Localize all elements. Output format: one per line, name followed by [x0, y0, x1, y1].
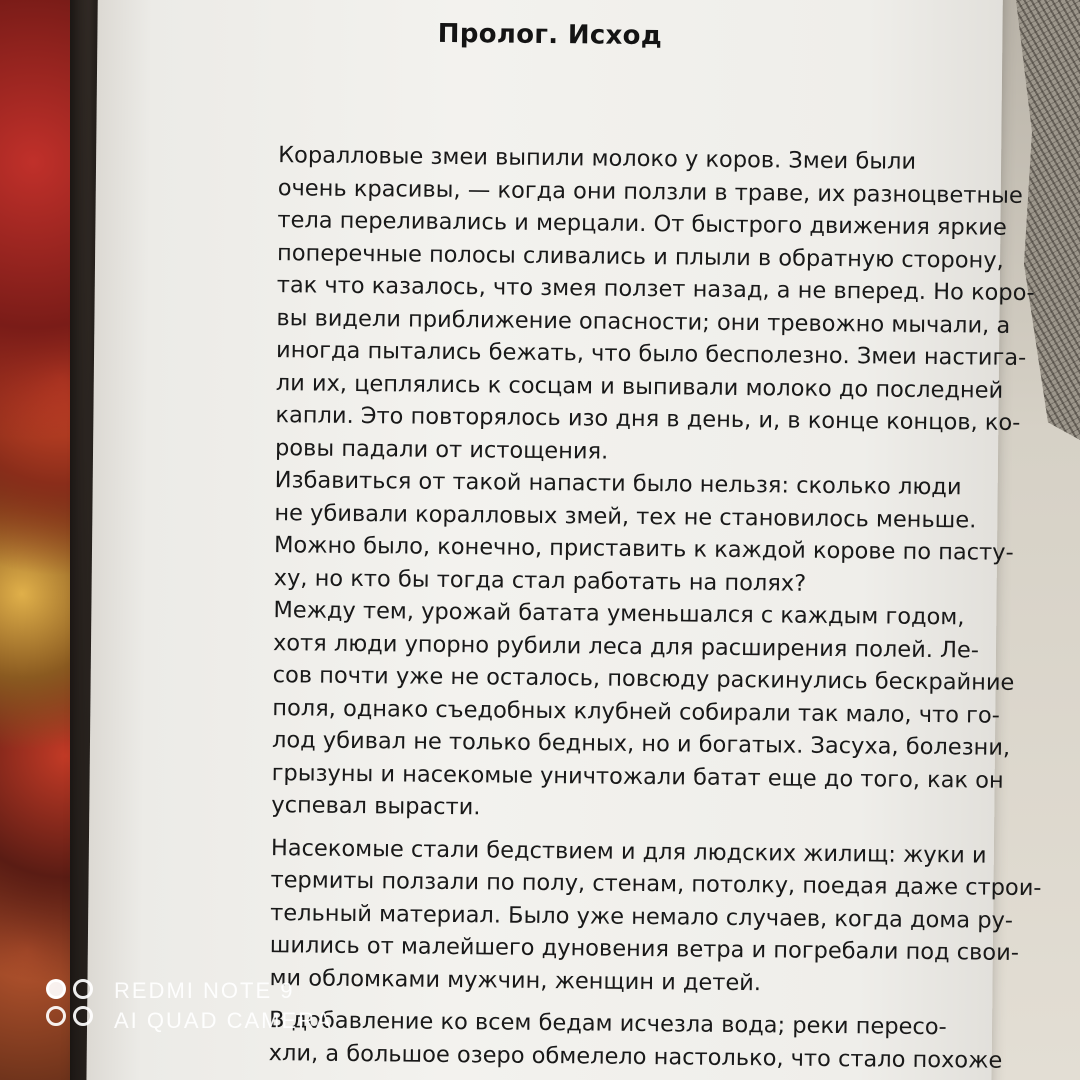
- camera-brand-icon: [46, 979, 100, 1033]
- text-line: ху, но кто бы тогда стал работать на полях?: [273, 564, 807, 597]
- text-line: хотя люди упорно рубили леса для расширения полей. Ле-: [272, 629, 980, 664]
- paragraph-4: [219, 831, 1042, 1001]
- text-line: капли. Это повторялось изо дня в день, и, в конце концов, ко-: [275, 402, 1021, 436]
- text-line: поперечные полосы сливались и плыли в обратную сторону,: [276, 239, 1004, 274]
- watermark-line-2: AI QUAD CAMERA: [114, 1008, 333, 1033]
- text-line: термиты ползали по полу, стенам, потолку, поедая даже строи-: [270, 867, 1042, 902]
- text-line: тела переливались и мерцали. От быстрого движения яркие: [277, 207, 1007, 241]
- text-line: хли, а большое озеро обмелело настолько, что стало похоже: [268, 1039, 1003, 1074]
- text-line: очень красивы, — когда они ползли в траве, их разноцветные: [277, 174, 1023, 209]
- text-line: лод убивал не только бедных, но и богатых. Засуха, болезни,: [271, 727, 1011, 761]
- text-line: грызуны и насекомые уничтожали батат еще до того, как он: [271, 759, 1004, 794]
- text-line: иногда пытались бежать, что было бесполезно. Змеи настига-: [275, 337, 1027, 372]
- text-line: ми обломками мужчин, женщин и детей.: [269, 964, 762, 996]
- text-line: сов почти уже не осталось, повсюду раскинулись бескрайние: [272, 662, 1015, 696]
- paragraph-1: [225, 139, 1035, 472]
- page-body: [219, 139, 1042, 1077]
- text-line: ли их, цеплялись к сосцам и выпивали молоко до последней: [275, 369, 1004, 404]
- paragraph-3: [221, 594, 1015, 829]
- text-line: Между тем, урожай батата уменьшался с каждым годом,: [273, 597, 965, 631]
- text-line: Коралловые змеи выпили молоко у коров. Змеи были: [278, 142, 917, 175]
- camera-watermark: [46, 976, 333, 1036]
- text-line: шились от малейшего дуновения ветра и погребали под свои-: [269, 932, 1020, 966]
- text-line: не убивали коралловых змей, тех не становилось меньше.: [274, 499, 977, 533]
- text-line: успевал вырасти.: [271, 792, 481, 821]
- text-line: ровы падали от истощения.: [274, 434, 609, 465]
- text-line: Можно было, конечно, приставить к каждой корове по пасту-: [273, 532, 1014, 566]
- watermark-line-1: REDMI NOTE 9: [114, 978, 295, 1003]
- text-line: тельный материал. Было уже немало случаев, когда дома ру-: [270, 899, 1014, 934]
- text-line: Насекомые стали бедствием и для людских жилищ: жуки и: [270, 834, 987, 869]
- watermark-text: [114, 976, 333, 1036]
- text-line: так что казалось, что змея ползет назад, а не вперед. Но коро-: [276, 272, 1035, 307]
- text-line: вы видели приближение опасности; они тревожно мычали, а: [276, 304, 1011, 339]
- text-line: В добавление ко всем бедам исчезла вода; реки пересо-: [268, 1007, 947, 1041]
- text-line: поля, однако съедобных клубней собирали так мало, что го-: [272, 694, 1000, 729]
- paragraph-2: [224, 464, 1014, 602]
- text-line: Избавиться от такой напасти было нельзя: сколько люди: [274, 467, 962, 501]
- chapter-title: Пролог. Исход: [437, 18, 663, 52]
- book-page: [86, 0, 1042, 1080]
